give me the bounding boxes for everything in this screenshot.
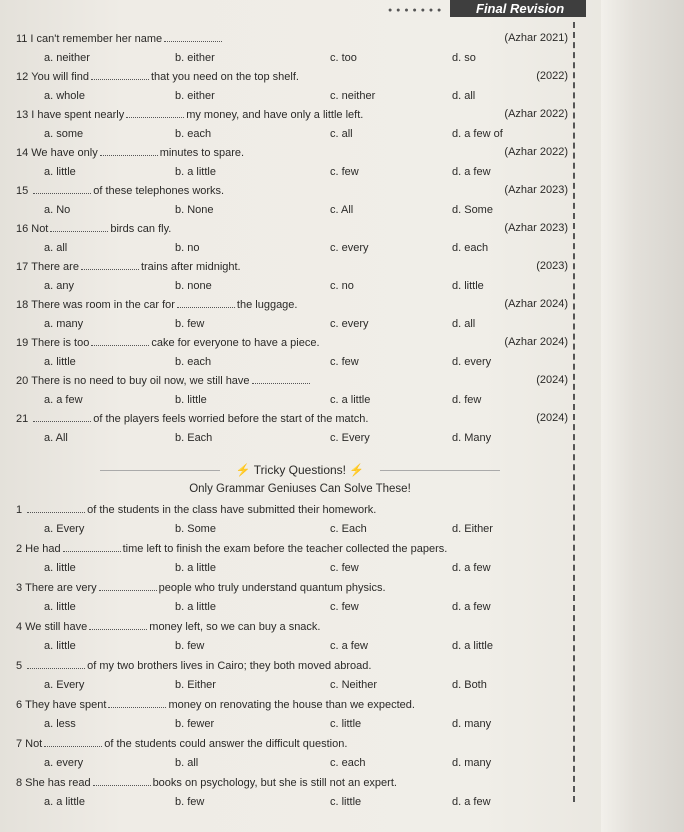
- question-text-after: money on renovating the house than we expected.: [168, 699, 415, 711]
- question-stem: [16, 184, 224, 197]
- question-stem: [16, 412, 368, 425]
- question-stem: [16, 542, 447, 555]
- exam-source: (Azhar 2021): [504, 32, 568, 44]
- answer-blank[interactable]: [126, 108, 184, 118]
- answer-option[interactable]: b. no: [175, 242, 200, 254]
- question-number: 11: [16, 33, 28, 45]
- answer-option[interactable]: a. little: [44, 601, 76, 613]
- question-number: 6: [16, 699, 23, 711]
- answer-blank[interactable]: [63, 542, 121, 552]
- answer-option[interactable]: d. little: [452, 280, 484, 292]
- question-text-before: There is no need to buy oil now, we still have: [31, 375, 250, 387]
- question-text-after: time left to finish the exam before the teacher collected the papers.: [122, 543, 448, 555]
- question-stem: [16, 776, 397, 789]
- question-text-after: of my two brothers lives in Cairo; they both moved abroad.: [87, 660, 372, 672]
- question-text-after: trains after midnight.: [140, 261, 241, 273]
- question-text-after: the luggage.: [236, 299, 298, 311]
- answer-option[interactable]: a. All: [44, 432, 68, 444]
- answer-option[interactable]: b. a little: [175, 562, 216, 574]
- question-stem: [16, 737, 347, 750]
- answer-option[interactable]: a. whole: [44, 90, 85, 102]
- answer-option[interactable]: b. a little: [175, 166, 216, 178]
- question-text-before: Not: [25, 738, 43, 750]
- answer-option[interactable]: c. a little: [330, 394, 371, 406]
- answer-option[interactable]: b. Either: [175, 679, 216, 691]
- answer-option[interactable]: b. few: [175, 318, 205, 330]
- question-text-before: You will find: [31, 71, 89, 83]
- answer-blank[interactable]: [33, 412, 91, 422]
- answer-blank[interactable]: [81, 260, 139, 270]
- answer-option[interactable]: a. neither: [44, 52, 90, 64]
- question-number: 3: [16, 582, 23, 594]
- answer-option[interactable]: b. either: [175, 52, 215, 64]
- answer-option[interactable]: a. little: [44, 166, 76, 178]
- answer-option[interactable]: d. so: [452, 52, 476, 64]
- question-number: 20: [16, 375, 29, 387]
- question-stem: [16, 620, 320, 633]
- answer-option[interactable]: b. none: [175, 280, 212, 292]
- heading-rule-right: [380, 470, 500, 471]
- question-number: 12: [16, 71, 29, 83]
- answer-option[interactable]: d. a little: [452, 640, 493, 652]
- answer-option[interactable]: a. a few: [44, 394, 83, 406]
- exam-source: (2022): [536, 70, 568, 82]
- question-stem: [16, 336, 320, 349]
- exam-source: (Azhar 2024): [504, 298, 568, 310]
- answer-option[interactable]: d. every: [452, 356, 492, 368]
- answer-option[interactable]: d. all: [452, 90, 476, 102]
- question-stem: [16, 70, 299, 83]
- answer-blank[interactable]: [91, 336, 149, 346]
- answer-option[interactable]: d. a few: [452, 796, 491, 808]
- answer-option[interactable]: c. little: [330, 796, 362, 808]
- answer-option[interactable]: c. neither: [330, 90, 376, 102]
- answer-option[interactable]: c. few: [330, 601, 359, 613]
- answer-option[interactable]: b. fewer: [175, 718, 215, 730]
- answer-blank[interactable]: [50, 222, 108, 232]
- answer-option[interactable]: b. little: [175, 394, 207, 406]
- question-text-after: cake for everyone to have a piece.: [151, 337, 320, 349]
- section-heading: [0, 463, 600, 477]
- answer-option[interactable]: c. few: [330, 562, 359, 574]
- question-text-before: She has read: [25, 777, 91, 789]
- lightning-icon: ⚡: [235, 463, 251, 477]
- question-number: 21: [16, 413, 29, 425]
- tricky-title: Tricky Questions!: [253, 463, 347, 477]
- answer-option[interactable]: d. a few of: [452, 128, 503, 140]
- answer-option[interactable]: d. a few: [452, 166, 491, 178]
- answer-option[interactable]: a. every: [44, 757, 84, 769]
- answer-option[interactable]: c. few: [330, 166, 359, 178]
- answer-option[interactable]: b. None: [175, 204, 214, 216]
- question-number: 15: [16, 185, 29, 197]
- answer-blank[interactable]: [177, 298, 235, 308]
- question-text-before: Not: [31, 223, 49, 235]
- header-dots: ● ● ● ● ● ● ●: [388, 7, 443, 14]
- answer-option[interactable]: d. Either: [452, 523, 493, 535]
- answer-option[interactable]: d. all: [452, 318, 476, 330]
- answer-blank[interactable]: [44, 737, 102, 747]
- question-stem: [16, 581, 386, 594]
- answer-option[interactable]: c. Each: [330, 523, 367, 535]
- question-number: 2: [16, 543, 23, 555]
- heading-rule-left: [100, 470, 220, 471]
- answer-option[interactable]: d. many: [452, 718, 492, 730]
- answer-option[interactable]: c. few: [330, 356, 359, 368]
- question-text-after: my money, and have only a little left.: [186, 109, 364, 121]
- question-text-after: of the students in the class have submitted their homework.: [87, 504, 377, 516]
- answer-option[interactable]: a. No: [44, 204, 71, 216]
- question-text-after: of the players feels worried before the start of the match.: [93, 413, 369, 425]
- answer-option[interactable]: d. few: [452, 394, 482, 406]
- question-number: 5: [16, 660, 23, 672]
- answer-blank[interactable]: [252, 374, 310, 384]
- answer-option[interactable]: c. all: [330, 128, 353, 140]
- answer-option[interactable]: b. each: [175, 356, 212, 368]
- question-stem: [16, 146, 244, 159]
- question-number: 8: [16, 777, 23, 789]
- question-text-before: I can't remember her name: [30, 33, 163, 45]
- answer-option[interactable]: c. every: [330, 318, 369, 330]
- question-stem: [16, 503, 376, 516]
- question-text-before: There was room in the car for: [31, 299, 175, 311]
- answer-option[interactable]: d. Some: [452, 204, 493, 216]
- question-number: 16: [16, 223, 29, 235]
- answer-option[interactable]: a. less: [44, 718, 76, 730]
- answer-blank[interactable]: [99, 581, 157, 591]
- question-text-after: minutes to spare.: [159, 147, 245, 159]
- answer-option[interactable]: a. little: [44, 640, 76, 652]
- answer-blank[interactable]: [108, 698, 166, 708]
- answer-option[interactable]: b. few: [175, 796, 205, 808]
- answer-blank[interactable]: [27, 659, 85, 669]
- question-text-after: of these telephones works.: [93, 185, 225, 197]
- question-text-before: There are: [31, 261, 79, 273]
- answer-option[interactable]: c. Every: [330, 432, 370, 444]
- question-text-after: that you need on the top shelf.: [150, 71, 299, 83]
- header-title: Final Revision: [450, 0, 586, 17]
- question-number: 14: [16, 147, 29, 159]
- question-number: 13: [16, 109, 29, 121]
- question-stem: [16, 374, 312, 387]
- question-number: 19: [16, 337, 29, 349]
- answer-option[interactable]: c. Neither: [330, 679, 378, 691]
- binding-edge: [601, 0, 684, 832]
- answer-option[interactable]: a. Every: [44, 523, 85, 535]
- answer-option[interactable]: c. All: [330, 204, 354, 216]
- answer-option[interactable]: a. any: [44, 280, 74, 292]
- dashed-divider: [573, 22, 575, 802]
- exam-source: (Azhar 2022): [504, 146, 568, 158]
- question-text-before: There are very: [25, 582, 97, 594]
- question-text-before: I have spent nearly: [31, 109, 125, 121]
- answer-option[interactable]: b. Some: [175, 523, 216, 535]
- question-number: 4: [16, 621, 23, 633]
- question-text-after: of the students could answer the difficult question.: [104, 738, 348, 750]
- question-stem: [16, 108, 363, 121]
- answer-blank[interactable]: [33, 184, 91, 194]
- answer-option[interactable]: a. little: [44, 562, 76, 574]
- answer-option[interactable]: d. a few: [452, 601, 491, 613]
- answer-option[interactable]: a. many: [44, 318, 84, 330]
- exam-source: (2024): [536, 412, 568, 424]
- question-text-before: They have spent: [25, 699, 107, 711]
- answer-option[interactable]: d. many: [452, 757, 492, 769]
- answer-option[interactable]: c. little: [330, 718, 362, 730]
- answer-option[interactable]: c. no: [330, 280, 354, 292]
- question-text-after: people who truly understand quantum physics.: [158, 582, 386, 594]
- exam-source: (Azhar 2022): [504, 108, 568, 120]
- answer-option[interactable]: c. too: [330, 52, 357, 64]
- exam-source: (Azhar 2023): [504, 222, 568, 234]
- question-text-after: money left, so we can buy a snack.: [149, 621, 321, 633]
- exam-source: (Azhar 2024): [504, 336, 568, 348]
- answer-option[interactable]: a. little: [44, 356, 76, 368]
- answer-option[interactable]: c. a few: [330, 640, 368, 652]
- answer-option[interactable]: d. Both: [452, 679, 487, 691]
- question-text-before: He had: [25, 543, 61, 555]
- question-text-after: books on psychology, but she is still not an expert.: [152, 777, 397, 789]
- lightning-icon: ⚡: [349, 463, 365, 477]
- tricky-subtitle: Only Grammar Geniuses Can Solve These!: [189, 483, 411, 495]
- answer-option[interactable]: a. Every: [44, 679, 85, 691]
- question-text-before: We still have: [25, 621, 88, 633]
- question-text-after: birds can fly.: [110, 223, 172, 235]
- answer-option[interactable]: b. Each: [175, 432, 213, 444]
- answer-option[interactable]: d. a few: [452, 562, 491, 574]
- answer-option[interactable]: a. a little: [44, 796, 85, 808]
- exam-source: (2024): [536, 374, 568, 386]
- question-number: 1: [16, 504, 23, 516]
- answer-option[interactable]: b. all: [175, 757, 199, 769]
- exam-source: (Azhar 2023): [504, 184, 568, 196]
- question-stem: [16, 32, 224, 45]
- answer-blank[interactable]: [91, 70, 149, 80]
- answer-blank[interactable]: [164, 32, 222, 42]
- question-stem: [16, 260, 241, 273]
- answer-option[interactable]: d. each: [452, 242, 489, 254]
- question-number: 18: [16, 299, 29, 311]
- answer-option[interactable]: b. few: [175, 640, 205, 652]
- question-stem: [16, 298, 297, 311]
- answer-option[interactable]: c. each: [330, 757, 366, 769]
- answer-blank[interactable]: [27, 503, 85, 513]
- answer-blank[interactable]: [100, 146, 158, 156]
- question-stem: [16, 659, 371, 672]
- answer-option[interactable]: b. a little: [175, 601, 216, 613]
- question-text-before: There is too: [31, 337, 90, 349]
- question-stem: [16, 698, 415, 711]
- answer-blank[interactable]: [89, 620, 147, 630]
- question-text-before: We have only: [31, 147, 98, 159]
- question-stem: [16, 222, 171, 235]
- question-number: 7: [16, 738, 23, 750]
- question-number: 17: [16, 261, 29, 273]
- answer-option[interactable]: d. Many: [452, 432, 492, 444]
- answer-blank[interactable]: [93, 776, 151, 786]
- answer-option[interactable]: c. every: [330, 242, 369, 254]
- exam-source: (2023): [536, 260, 568, 272]
- answer-option[interactable]: b. either: [175, 90, 215, 102]
- answer-option[interactable]: b. each: [175, 128, 212, 140]
- answer-option[interactable]: a. all: [44, 242, 68, 254]
- answer-option[interactable]: a. some: [44, 128, 84, 140]
